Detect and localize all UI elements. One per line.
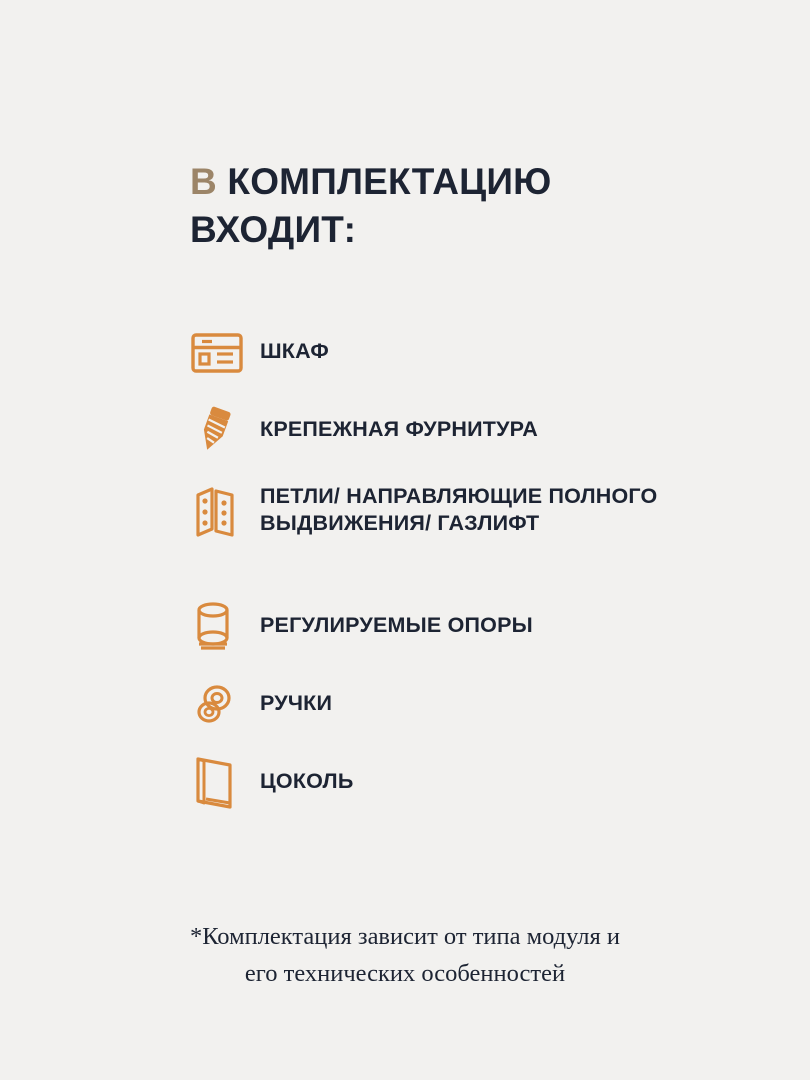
list-item-label: ПЕТЛИ/ НАПРАВЛЯЮЩИЕ ПОЛНОГО ВЫДВИЖЕНИЯ/ ГАЗЛИФТ [260,484,658,535]
title-word-komplektaciyu: КОМПЛЕКТАЦИЮ [227,161,552,202]
list-item [190,481,750,577]
list-item-label: РУЧКИ [260,691,333,715]
list-item-label: КРЕПЕЖНАЯ ФУРНИТУРА [260,417,539,441]
included-items-list [190,325,750,833]
plinth-icon [190,755,252,811]
title-line-2 [190,206,710,254]
handle-icon [190,677,252,733]
footnote-line-2: его технических особенностей [244,960,566,987]
title-word-vhodit: ВХОДИТ: [190,209,357,250]
title-line-1 [190,158,710,206]
list-item-label: ЦОКОЛЬ [260,769,354,793]
list-item-label: РЕГУЛИРУЕМЫЕ ОПОРЫ [260,613,533,637]
list-item [190,599,750,655]
page-title [190,158,710,254]
cabinet-icon [190,325,252,381]
footnote-line-1: *Комплектация зависит от типа модуля и [189,923,621,950]
list-item-label: ШКАФ [260,339,329,363]
list-item [190,325,750,381]
footnote [90,918,720,992]
adjustable-foot-icon [190,599,252,655]
screw-icon [190,403,252,459]
list-item [190,403,750,459]
list-item [190,677,750,733]
list-item [190,755,750,811]
title-word-v: В [190,161,217,202]
hinge-icon [190,481,252,577]
